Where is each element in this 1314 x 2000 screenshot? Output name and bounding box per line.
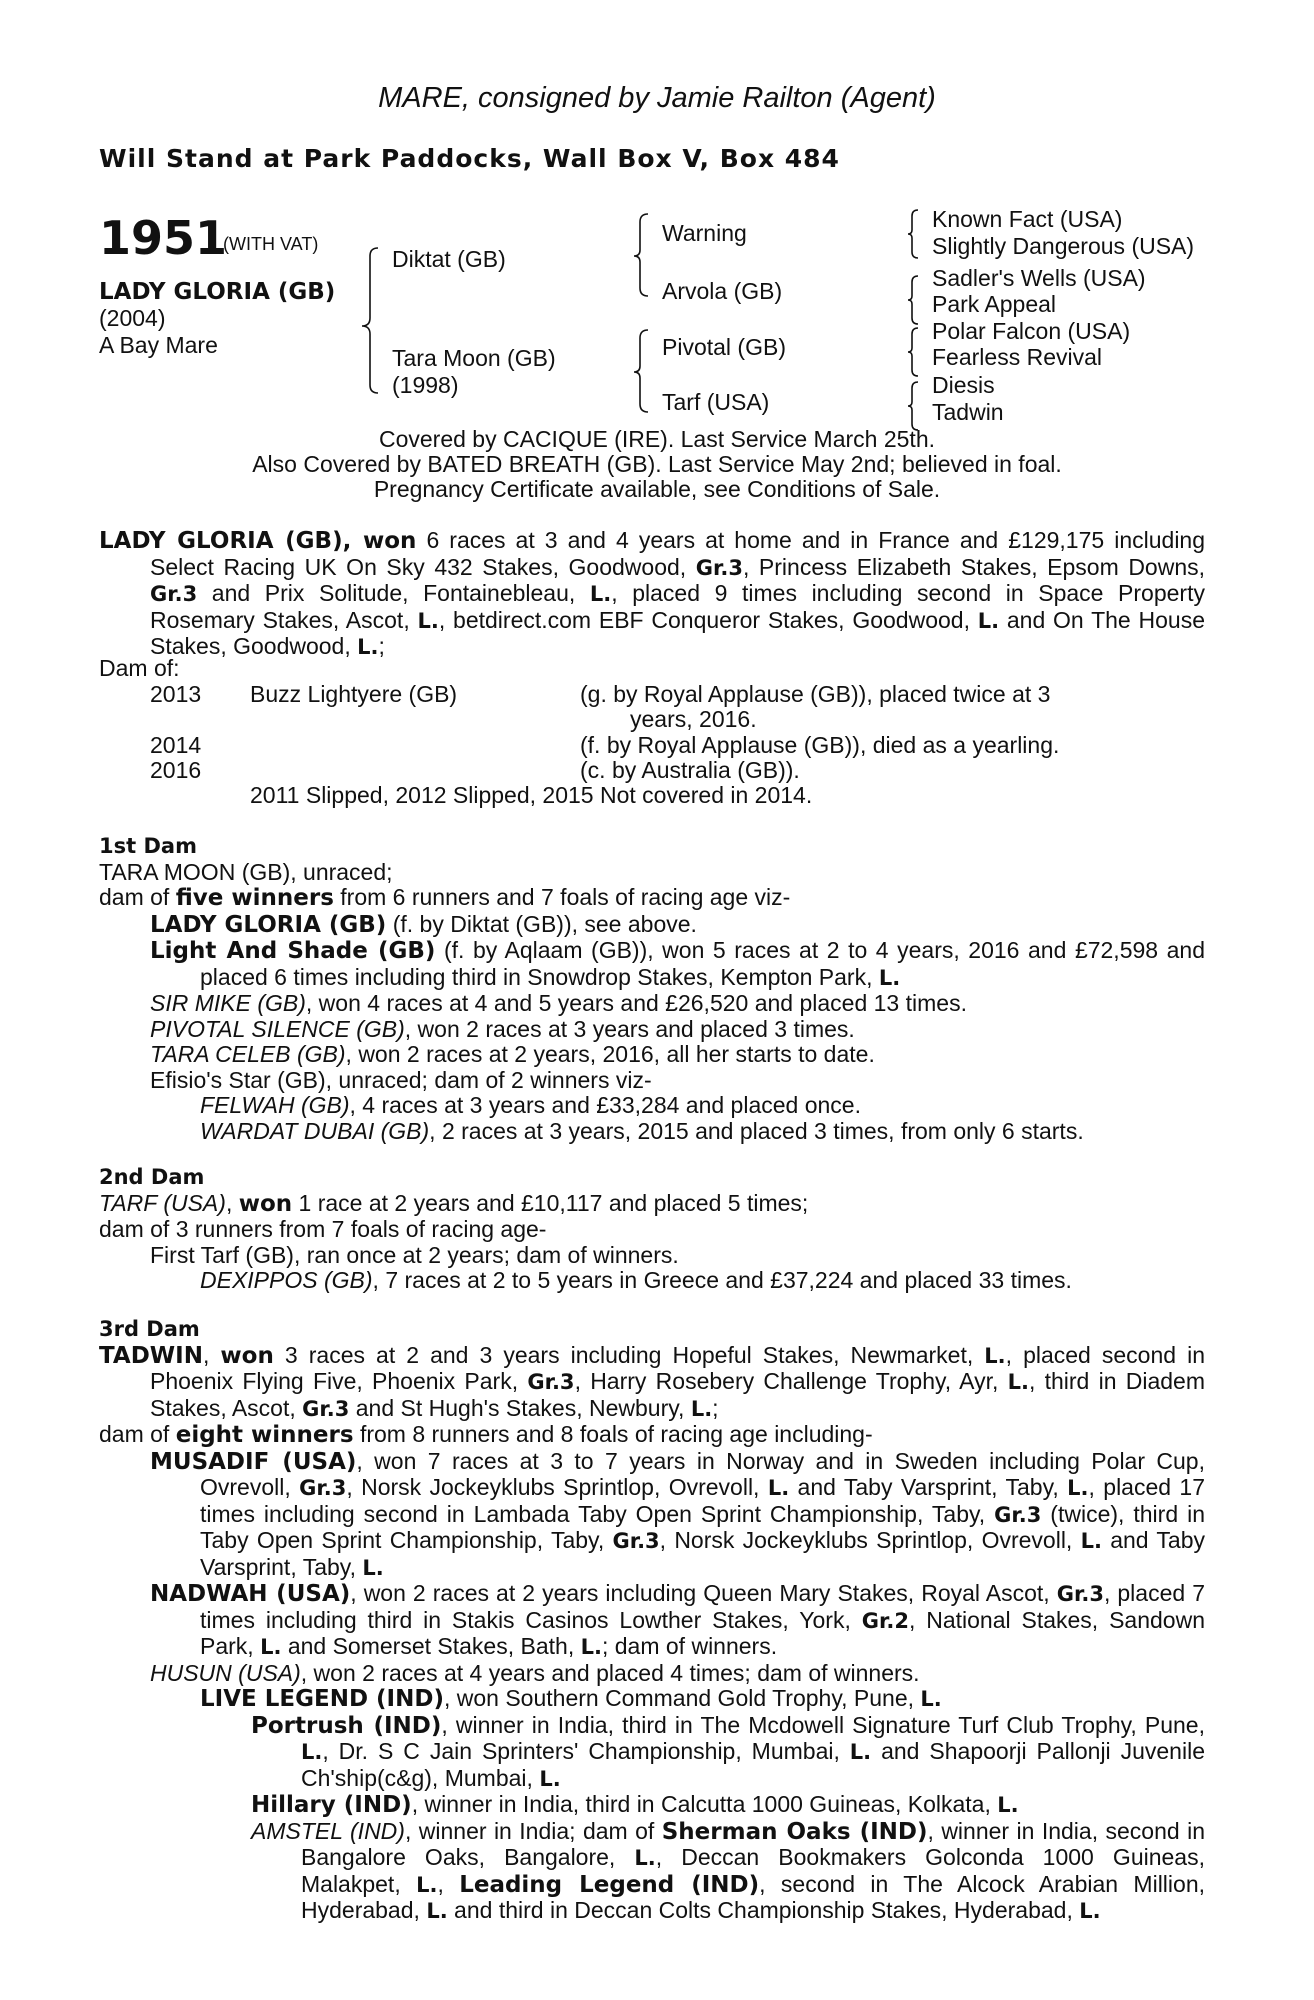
grade: L.: [539, 1766, 561, 1791]
text: Stakes, Epsom Downs,: [960, 553, 1206, 580]
third-dam-section: [99, 1317, 1205, 1925]
sire-sire: Warning: [662, 220, 747, 246]
grand-offspring: [99, 1792, 1205, 1819]
grade: Gr.3: [150, 582, 198, 606]
first-dam-section: [99, 834, 1205, 1144]
dam-of-label: Dam of:: [99, 655, 180, 681]
produce-year: 2013: [150, 681, 202, 707]
grand-offspring: [99, 1268, 1205, 1294]
sire-dam-sire: Sadler's Wells (USA): [932, 265, 1146, 291]
offspring-name: MUSADIF (USA): [150, 1448, 357, 1475]
horse-name: LADY GLORIA (GB): [99, 279, 336, 305]
dam-sire: Pivotal (GB): [662, 334, 786, 360]
text: , won 2 races at 2 years, 2016, all her starts to date.: [345, 1041, 875, 1067]
text: and Prix Solitude, Fontainebleau,: [197, 580, 590, 606]
second-dam-section: [99, 1165, 1205, 1294]
produce-info-cont: years, 2016.: [630, 706, 757, 732]
produce-info: (g. by Royal Applause (GB)), placed twice at 3: [580, 681, 1051, 707]
grand-offspring: [99, 1093, 1205, 1119]
grade: L.: [1079, 1899, 1101, 1923]
grade: Gr.3: [527, 1370, 575, 1394]
offspring-name: SIR MIKE (GB): [150, 990, 306, 1016]
text: and third in Deccan Colts Championship Stakes, Hyderabad,: [447, 1897, 1080, 1923]
text: (f. by Aqlaam (GB)), won 5 races at 2 to 4 years, 2016 and: [435, 937, 1067, 963]
dam-dam-dam: Tadwin: [932, 399, 1004, 425]
sire: Diktat (GB): [392, 246, 506, 272]
text: , winner in India, second in Bangalore Oaks, Bangalore,: [301, 1817, 1205, 1870]
offspring: [99, 912, 1205, 939]
grade: Gr.3: [1056, 1582, 1104, 1606]
sire-sire-sire: Known Fact (USA): [932, 206, 1123, 232]
grade: Gr.3: [994, 1502, 1042, 1527]
grade: Gr.3: [695, 555, 743, 580]
offspring-name: LADY GLORIA (GB): [150, 911, 387, 938]
consignor-heading: MARE, consigned by Jamie Railton (Agent): [378, 82, 936, 114]
covering-line-1: Covered by CACIQUE (IRE). Last Service March 25th.: [378, 426, 936, 452]
text: from 6 runners and 7 foals of racing age viz-: [333, 884, 791, 910]
text: , winner in India; dam of: [404, 1817, 662, 1844]
winners-count: eight winners: [175, 1422, 354, 1448]
text: , placed 17 times including second in Lambada Taby Open Sprint Championship, Taby,: [200, 1474, 1206, 1527]
text: 6 races at 3 and 4 years at home and in France and £129,175: [416, 527, 1105, 553]
offspring-name: Hillary (IND): [251, 1792, 412, 1818]
text: ;: [378, 633, 385, 659]
dam-line: [99, 1343, 1205, 1423]
dam-sire-sire: Polar Falcon (USA): [932, 318, 1131, 344]
text: dam of: [99, 1421, 176, 1447]
text: Stakes, Goodwood,: [767, 606, 978, 633]
winners-count: five winners: [175, 885, 334, 911]
offspring-name: HUSUN (USA): [150, 1659, 301, 1686]
offspring-name: PIVOTAL SILENCE (GB): [150, 1015, 405, 1042]
dam: Tara Moon (GB): [392, 345, 556, 371]
dam-of-line: dam of 3 runners from 7 foals of racing age-: [99, 1216, 547, 1242]
text: , won 4 races at 4 and 5 years and £26,520 and placed 13 times.: [305, 990, 967, 1016]
text: , third in Diadem Stakes, Ascot,: [150, 1368, 1205, 1421]
produce-info: (f. by Royal Applause (GB)), died as a yearling.: [580, 732, 1060, 758]
grade: L.: [690, 1396, 713, 1421]
text: , Norsk Jockeyklubs Sprintlop, Ovrevoll,: [659, 1527, 1081, 1553]
text: dam of: [99, 884, 176, 910]
grand-offspring: [99, 1713, 1205, 1793]
sire-sire-dam: Slightly Dangerous (USA): [932, 233, 1195, 259]
produce-name: Buzz Lightyere (GB): [250, 681, 458, 707]
offspring-name: Portrush (IND): [251, 1712, 442, 1739]
offspring: Efisio's Star (GB), unraced; dam of 2 winners viz-: [150, 1066, 652, 1093]
text: ,: [437, 1870, 460, 1897]
text: , National Stakes, Sandown Park,: [200, 1606, 1205, 1659]
grade: L.: [634, 1846, 656, 1870]
grade: L.: [977, 608, 1000, 633]
text: , second in The Alcock Arabian Million, Hyderabad,: [301, 1870, 1206, 1923]
dam-dam-sire: Diesis: [932, 372, 995, 398]
text: and Taby Varsprint, Taby,: [200, 1527, 1205, 1580]
pregnancy-note: Pregnancy Certificate available, see Conditions of Sale.: [373, 476, 941, 502]
offspring: [99, 1017, 1205, 1043]
text: 3 races at 2 and 3 years including Hopeful Stakes, Newmarket,: [273, 1341, 985, 1368]
text: , Princess Elizabeth: [742, 553, 952, 580]
dam-line: TARA MOON (GB), unraced;: [99, 858, 393, 885]
text: , winner in India, third in The Mcdowell Signature Turf Club Trophy, Pune,: [441, 1711, 1205, 1738]
dam-dam: Tarf (USA): [662, 389, 770, 415]
grade: L.: [1080, 1529, 1102, 1553]
text: (f. by Diktat (GB)), see above.: [386, 910, 697, 937]
produce-year: 2016: [150, 757, 202, 783]
text: , winner in India, third in Calcutta 1000 Guineas, Kolkata,: [411, 1791, 998, 1817]
slipped-note: 2011 Slipped, 2012 Slipped, 2015 Not covered in 2014.: [250, 782, 813, 808]
grade: Gr.2: [861, 1608, 909, 1633]
offspring-name: FELWAH (GB): [200, 1092, 350, 1118]
offspring-name: LIVE LEGEND (IND): [200, 1686, 444, 1712]
grand-offspring: [99, 1819, 1205, 1925]
section-heading: 1st Dam: [99, 834, 197, 858]
grade: L.: [426, 1899, 448, 1923]
offspring-name: DEXIPPOS (GB): [200, 1267, 373, 1293]
grade: L.: [984, 1343, 1006, 1368]
offspring: First Tarf (GB), ran once at 2 years; dam of winners.: [150, 1241, 679, 1268]
offspring-name: Sherman Oaks (IND): [661, 1818, 928, 1845]
text: and St Hugh's Stakes, Newbury,: [349, 1394, 691, 1421]
text: ,: [225, 1189, 239, 1216]
grand-offspring: [99, 1119, 1205, 1145]
offspring: [99, 1042, 1205, 1068]
horse-description: A Bay Mare: [99, 332, 218, 358]
grade: L.: [362, 1555, 384, 1580]
text: second in Space Property Rosemary Stakes, Ascot,: [150, 580, 1205, 633]
grade: L.: [580, 1635, 602, 1659]
mare-name-won: LADY GLORIA (GB), won: [99, 528, 417, 554]
text: ,: [202, 1341, 221, 1368]
dam-name: TADWIN: [99, 1342, 203, 1369]
text: and Taby Varsprint, Taby,: [789, 1474, 1068, 1500]
covering-line-2: Also Covered by BATED BREATH (GB). Last Service May 2nd; believed in foal.: [252, 451, 1062, 477]
mare-summary: [99, 528, 1205, 661]
text: , placed second in Phoenix Flying Five, Phoenix Park,: [150, 1341, 1206, 1394]
vat-note: (WITH VAT): [223, 234, 319, 254]
grade: L.: [997, 1793, 1019, 1817]
grade: L.: [260, 1635, 282, 1659]
grand-offspring: [99, 1686, 1205, 1713]
produce-year: 2014: [150, 732, 202, 758]
text: , Harry Rosebery Challenge Trophy, Ayr,: [574, 1368, 1008, 1394]
text: , Dr. S C Jain Sprinters' Championship, Mumbai,: [322, 1738, 850, 1764]
grade: Gr.3: [302, 1396, 350, 1421]
dam-sire-dam: Fearless Revival: [932, 344, 1102, 370]
text: , betdirect.com EBF Conqueror: [438, 606, 761, 633]
grade: L.: [417, 608, 439, 633]
grade: Gr.3: [299, 1476, 347, 1500]
grade: L.: [878, 965, 901, 990]
stand-location: Will Stand at Park Paddocks, Wall Box V, Box 484: [99, 144, 840, 173]
text: 1 race at 2 years and £10,117 and placed 5 times;: [292, 1189, 809, 1216]
grade: L.: [767, 1476, 790, 1500]
grade: L.: [301, 1740, 323, 1764]
grade: Gr.3: [612, 1529, 660, 1553]
text: £72,598 and placed 6 times including third in Snowdrop Stakes, Kempton Park,: [200, 937, 1205, 990]
text: , Deccan Bookmakers Golconda 1000 Guineas, Malakpet,: [301, 1844, 1205, 1897]
text: , 7 races at 2 to 5 years in Greece and £37,224 and placed 33 times.: [372, 1267, 1072, 1293]
text: and Shapoorji Pallonji Juvenile Ch'ship(c&g), Mumbai,: [301, 1738, 1205, 1791]
offspring: [99, 1449, 1205, 1582]
section-heading: 2nd Dam: [99, 1165, 205, 1189]
offspring: [99, 991, 1205, 1017]
text: ; dam of winners.: [601, 1633, 778, 1659]
grade: L.: [357, 635, 379, 659]
text: , won 2 races at 4 years and placed 4 times; dam of winners.: [300, 1659, 920, 1686]
dam-line: [99, 1191, 1205, 1218]
grade: L.: [1067, 1476, 1089, 1500]
text: , Norsk Jockeyklubs Sprintlop, Ovrevoll,: [346, 1474, 768, 1500]
text: , 2 races at 3 years, 2015 and placed 3 times, from only 6 starts.: [429, 1117, 1084, 1144]
grade: L.: [849, 1740, 872, 1764]
dam-of-line: [99, 1422, 1205, 1449]
dam-name: TARF (USA): [99, 1189, 226, 1216]
foaling-year: (2004): [99, 305, 166, 331]
offspring-name: WARDAT DUBAI (GB): [200, 1117, 430, 1144]
grade: L.: [416, 1872, 438, 1897]
text: , won 2 races at 2 years including Queen Mary Stakes, Royal Ascot,: [350, 1580, 1057, 1606]
text: from 8 runners and 8 foals of racing age including-: [353, 1421, 873, 1447]
lot-number: 1951: [99, 211, 228, 265]
sire-dam-dam: Park Appeal: [932, 291, 1057, 317]
offspring-name: NADWAH (USA): [150, 1581, 351, 1607]
text: , won 2 races at 3 years and placed 3 times.: [404, 1015, 855, 1042]
section-heading: 3rd Dam: [99, 1317, 200, 1341]
grade: L.: [920, 1687, 942, 1711]
offspring-name: TARA CELEB (GB): [150, 1041, 346, 1067]
text: and On The House Stakes, Goodwood,: [150, 606, 1205, 659]
offspring: [99, 938, 1205, 991]
offspring: [99, 1581, 1205, 1661]
text: , 4 races at 3 years and £33,284 and placed once.: [349, 1092, 861, 1118]
text: , won Southern Command Gold Trophy, Pune,: [443, 1685, 921, 1711]
text: , won 7 races at 3 to 7 years in Norway and in Sweden including Polar Cup, Ovrevoll,: [200, 1447, 1205, 1500]
text: including Select Racing UK On Sky 432 Stakes, Goodwood,: [150, 527, 1206, 580]
grade: L.: [589, 582, 612, 606]
sire-dam: Arvola (GB): [662, 278, 783, 304]
won-label: won: [238, 1190, 293, 1217]
won-label: won: [220, 1342, 274, 1369]
offspring: [99, 1661, 1205, 1687]
dam-of-line: [99, 885, 1205, 912]
text: ;: [712, 1394, 719, 1421]
produce-info: (c. by Australia (GB)).: [580, 757, 800, 783]
text: (twice), third in Taby Open Sprint Championship, Taby,: [200, 1500, 1205, 1553]
text: , placed 7 times including third in Stakis Casinos Lowther Stakes, York,: [200, 1580, 1205, 1633]
text: , placed 9 times including: [611, 580, 903, 606]
grade: L.: [1007, 1370, 1029, 1394]
dam-year: (1998): [392, 372, 459, 398]
offspring-name: AMSTEL (IND): [251, 1817, 405, 1844]
text: and Somerset Stakes, Bath,: [281, 1633, 581, 1659]
offspring-name: Light And Shade (GB): [150, 938, 436, 964]
offspring-name: Leading Legend (IND): [459, 1871, 760, 1898]
